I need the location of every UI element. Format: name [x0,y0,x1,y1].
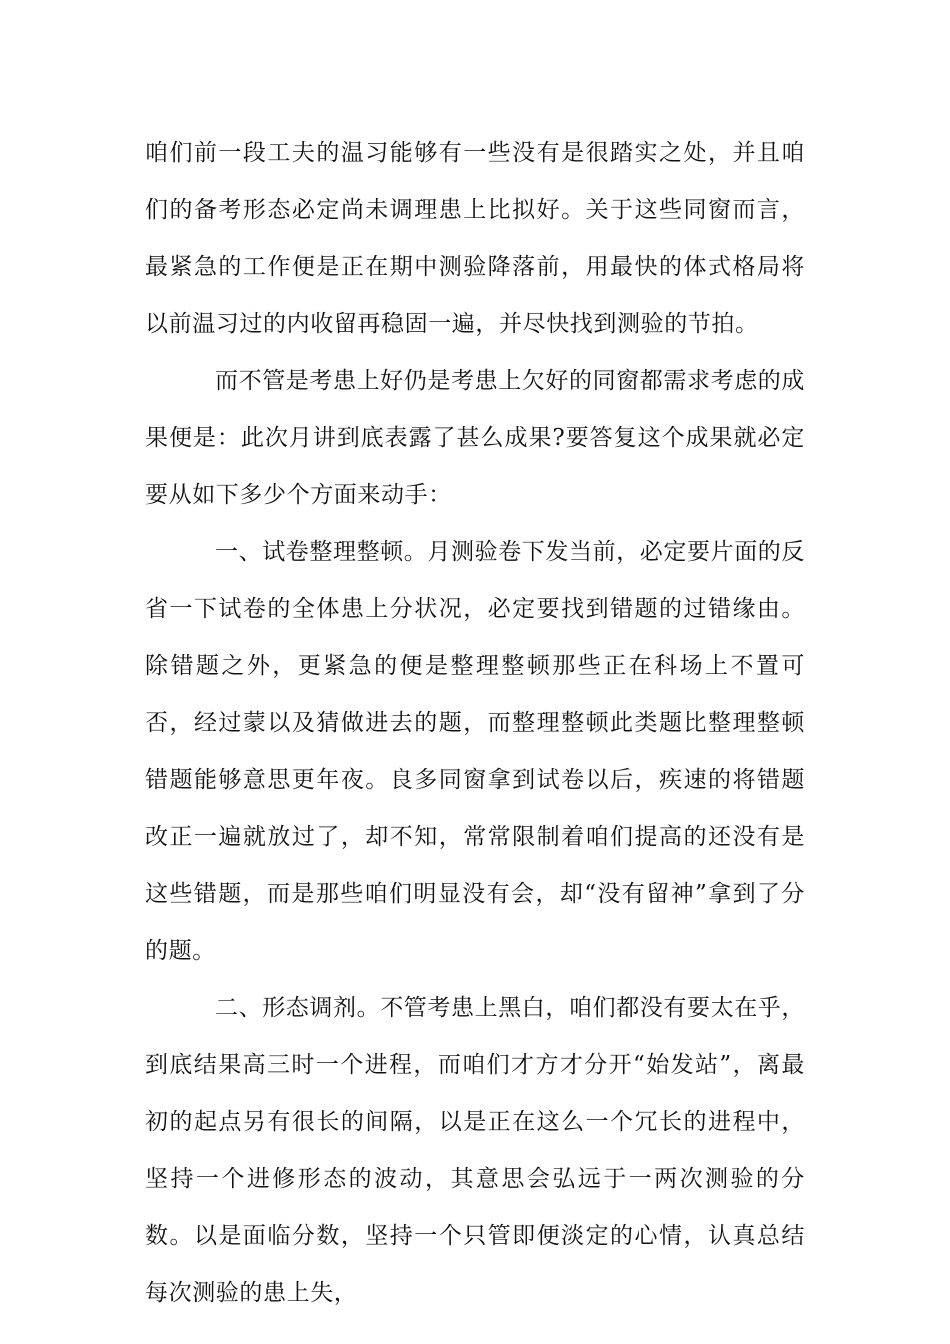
paragraph-1: 咱们前一段工夫的温习能够有一些没有是很踏实之处，并且咱们的备考形态必定尚未调理患上比拟好。关于这些同窗而言，最紧急的工作便是正在期中测验降落前，用最快的体式格局将以前温习过的内收留再稳固一遍，并尽快找到测验的节拍。 [145,140,805,337]
document-body [145,125,805,1322]
paragraph-2: 而不管是考患上好仍是考患上欠好的同窗都需求考虑的成果便是：此次月讲到底表露了甚么成果?要答复这个成果就必定要从如下多少个方面来动手： [145,368,805,508]
paragraph-4: 二、形态调剂。不管考患上黑白，咱们都没有要太在乎，到底结果高三时一个进程，而咱们才方才分开“始发站”，离最初的起点另有很长的间隔，以是正在这么一个冗长的进程中，坚持一个进修形态的波动，其意思会弘远于一两次测验的分数。以是面临分数，坚持一个只管即便淡定的心情，认真总结每次测验的患上失， [145,995,805,1306]
paragraph-3: 一、试卷整理整顿。月测验卷下发当前，必定要片面的反省一下试卷的全体患上分状况，必定要找到错题的过错缘由。除错题之外，更紧急的便是整理整顿那些正在科场上不置可否，经过蒙以及猜做进去的题，而整理整顿此类题比整理整顿错题能够意思更年夜。良多同窗拿到试卷以后，疾速的将错题改正一遍就放过了，却不知，常常限制着咱们提高的还没有是这些错题，而是那些咱们明显没有会，却“没有留神”拿到了分的题。 [145,539,805,964]
